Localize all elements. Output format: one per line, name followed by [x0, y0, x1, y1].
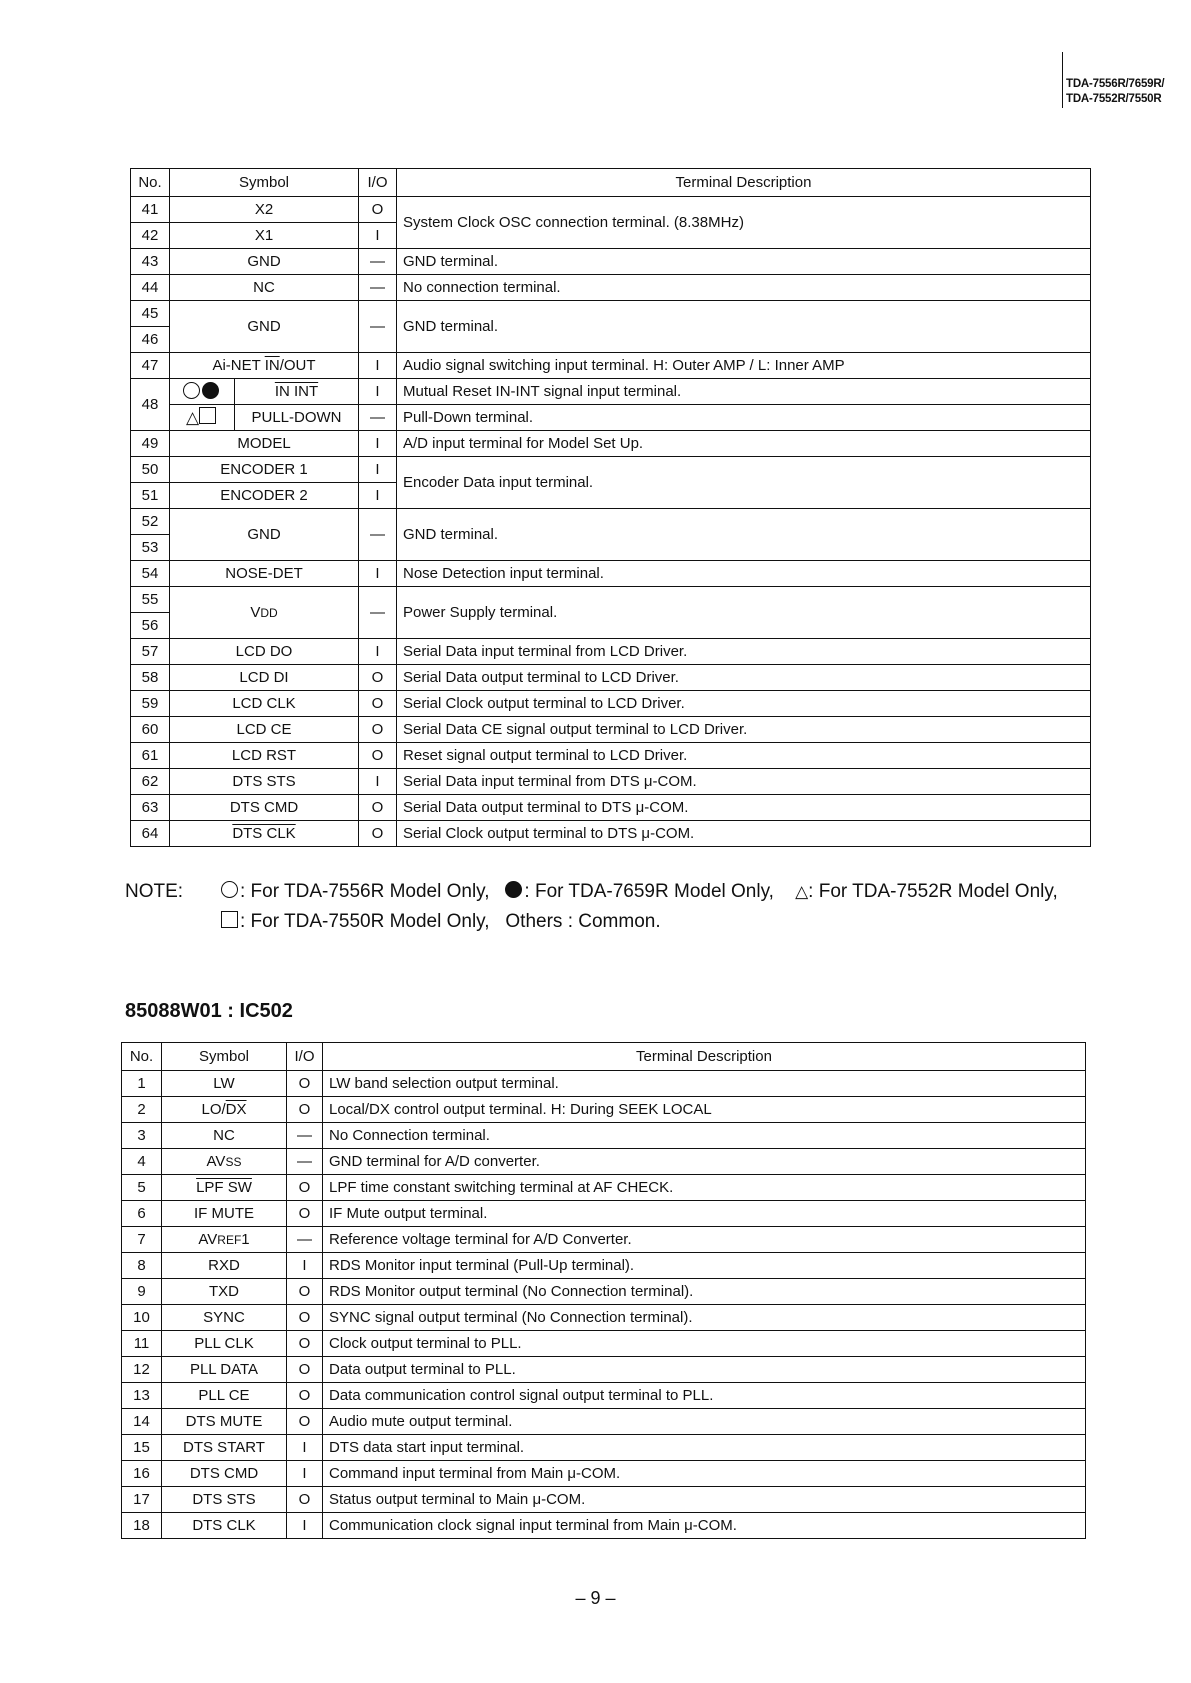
pin-desc: Command input terminal from Main μ-COM.: [323, 1461, 1086, 1487]
symbol-part: Ai-NET: [212, 357, 265, 374]
pin-io: O: [287, 1097, 323, 1123]
pin-symbol: LCD CE: [170, 717, 359, 743]
pin-symbol: [170, 353, 359, 379]
pin-no: 56: [131, 613, 170, 639]
table-header-row: [122, 1043, 1086, 1071]
pin-io: O: [359, 665, 397, 691]
pin-io: —: [359, 275, 397, 301]
note-item: Others : Common.: [505, 911, 661, 932]
table-row: [131, 665, 1091, 691]
header-io: I/O: [287, 1043, 323, 1071]
table-row: [122, 1461, 1086, 1487]
pin-symbol: X2: [170, 197, 359, 223]
pin-desc: Mutual Reset IN-INT signal input terminal.: [397, 379, 1091, 405]
symbol-part-overline: $\overline{DX}$: [225, 1101, 247, 1118]
table-row: [122, 1279, 1086, 1305]
pin-desc: Serial Data input terminal from LCD Driver.: [397, 639, 1091, 665]
square-icon: [199, 407, 216, 424]
table-row: [122, 1201, 1086, 1227]
pin-desc: GND terminal.: [397, 509, 1091, 561]
pin-desc: Power Supply terminal.: [397, 587, 1091, 639]
page-number: – 9 –: [575, 1588, 616, 1608]
pin-io: I: [359, 561, 397, 587]
pin-symbol: PLL CLK: [162, 1331, 287, 1357]
pin-symbol: NC: [170, 275, 359, 301]
note-item: : For TDA-7556R Model Only,: [240, 881, 490, 902]
pin-symbol: PULL-DOWN: [235, 405, 359, 431]
pin-symbol: X1: [170, 223, 359, 249]
table-row: [131, 353, 1091, 379]
pin-no: 13: [122, 1383, 162, 1409]
pin-desc: A/D input terminal for Model Set Up.: [397, 431, 1091, 457]
table-row: [122, 1175, 1086, 1201]
table-row: [131, 821, 1091, 847]
pin-no: 49: [131, 431, 170, 457]
pin-desc: No connection terminal.: [397, 275, 1091, 301]
pin-desc: RDS Monitor output terminal (No Connection terminal).: [323, 1279, 1086, 1305]
pin-desc: Pull-Down terminal.: [397, 405, 1091, 431]
pin-no: 43: [131, 249, 170, 275]
pin-no: 44: [131, 275, 170, 301]
open-circle-icon: [221, 881, 238, 898]
pin-symbol: DTS STS: [162, 1487, 287, 1513]
pin-symbol: LCD CLK: [170, 691, 359, 717]
pin-io: O: [359, 691, 397, 717]
triangle-icon: △: [185, 408, 200, 427]
pin-no: 48: [131, 379, 170, 431]
table-row: [131, 639, 1091, 665]
pin-no: 57: [131, 639, 170, 665]
pin-io: O: [287, 1487, 323, 1513]
pin-io: —: [287, 1123, 323, 1149]
pin-io: O: [359, 795, 397, 821]
pin-desc: RDS Monitor input terminal (Pull-Up terminal).: [323, 1253, 1086, 1279]
pin-table-2: [121, 1042, 1086, 1539]
model-marks-triangle-square: [170, 405, 235, 431]
table-row: [122, 1097, 1086, 1123]
pin-io: I: [359, 379, 397, 405]
header-desc: Terminal Description: [397, 169, 1091, 197]
pin-symbol: TXD: [162, 1279, 287, 1305]
symbol-part: AV: [198, 1231, 218, 1248]
pin-no: 14: [122, 1409, 162, 1435]
pin-no: 5: [122, 1175, 162, 1201]
pin-io: I: [359, 769, 397, 795]
table-row: [122, 1435, 1086, 1461]
pin-no: 45: [131, 301, 170, 327]
pin-desc: Serial Data CE signal output terminal to LCD Driver.: [397, 717, 1091, 743]
pin-no: 50: [131, 457, 170, 483]
pin-no: 61: [131, 743, 170, 769]
pin-no: 16: [122, 1461, 162, 1487]
pin-desc: Data communication control signal output terminal to PLL.: [323, 1383, 1086, 1409]
pin-no: 2: [122, 1097, 162, 1123]
pin-symbol: GND: [170, 301, 359, 353]
pin-io: O: [287, 1357, 323, 1383]
pin-no: 15: [122, 1435, 162, 1461]
pin-io: O: [287, 1409, 323, 1435]
symbol-part-overline: $\overline{IN}$: [264, 357, 280, 374]
pin-io: —: [359, 587, 397, 639]
pin-io: O: [287, 1175, 323, 1201]
pin-io: O: [287, 1201, 323, 1227]
pin-symbol: LW: [162, 1071, 287, 1097]
pin-no: 10: [122, 1305, 162, 1331]
pin-desc: Encoder Data input terminal.: [397, 457, 1091, 509]
pin-io: I: [359, 353, 397, 379]
pin-io: O: [287, 1071, 323, 1097]
pin-desc: Serial Data output terminal to LCD Driver.: [397, 665, 1091, 691]
pin-desc: Serial Clock output terminal to LCD Driver.: [397, 691, 1091, 717]
note-item: : For TDA-7550R Model Only,: [240, 911, 490, 932]
table-row: [131, 249, 1091, 275]
pin-symbol: DTS CLK: [162, 1513, 287, 1539]
pin-no: 60: [131, 717, 170, 743]
pin-io: I: [359, 431, 397, 457]
pin-io: —: [287, 1227, 323, 1253]
filled-circle-icon: [202, 382, 219, 399]
pin-io: O: [359, 743, 397, 769]
pin-symbol: PLL CE: [162, 1383, 287, 1409]
pin-no: 46: [131, 327, 170, 353]
pin-desc: Clock output terminal to PLL.: [323, 1331, 1086, 1357]
table-row: [131, 743, 1091, 769]
pin-symbol: ENCODER 1: [170, 457, 359, 483]
pin-no: 17: [122, 1487, 162, 1513]
pin-desc: Data output terminal to PLL.: [323, 1357, 1086, 1383]
pin-io: I: [359, 639, 397, 665]
table-row: [122, 1253, 1086, 1279]
pin-no: 7: [122, 1227, 162, 1253]
pin-no: 3: [122, 1123, 162, 1149]
pin-desc: IF Mute output terminal.: [323, 1201, 1086, 1227]
table-row: [131, 301, 1091, 327]
pin-desc: GND terminal for A/D converter.: [323, 1149, 1086, 1175]
symbol-part-small: SS: [225, 1155, 242, 1169]
pin-no: 8: [122, 1253, 162, 1279]
header-no: No.: [122, 1043, 162, 1071]
table-header-row: [131, 169, 1091, 197]
pin-no: 41: [131, 197, 170, 223]
pin-symbol: [162, 1097, 287, 1123]
model-header: [1062, 52, 1187, 108]
pin-desc: Communication clock signal input terminal from Main μ-COM.: [323, 1513, 1086, 1539]
pin-no: 62: [131, 769, 170, 795]
pin-symbol: DTS CLK: [170, 821, 359, 847]
pin-no: 63: [131, 795, 170, 821]
table-row: [122, 1071, 1086, 1097]
note-line-1: [125, 881, 1058, 903]
table-row: [131, 691, 1091, 717]
pin-symbol: DTS CMD: [162, 1461, 287, 1487]
model-marks-circle-dot: [170, 379, 235, 405]
pin-table-1: [130, 168, 1091, 847]
table-row: [122, 1513, 1086, 1539]
header-desc: Terminal Description: [323, 1043, 1086, 1071]
model-header-line1: TDA-7556R/7659R/: [1066, 78, 1165, 90]
triangle-icon: △: [795, 882, 809, 901]
table-row: [131, 795, 1091, 821]
table-row: [122, 1383, 1086, 1409]
table-row: [122, 1331, 1086, 1357]
header-symbol: Symbol: [170, 169, 359, 197]
symbol-part-small: DD: [260, 606, 278, 620]
table-row: [122, 1357, 1086, 1383]
pin-io: O: [359, 821, 397, 847]
table-row: [131, 717, 1091, 743]
pin-no: 58: [131, 665, 170, 691]
pin-desc: Audio mute output terminal.: [323, 1409, 1086, 1435]
pin-no: 47: [131, 353, 170, 379]
symbol-part: 1: [241, 1231, 250, 1248]
symbol-part-small: REF: [217, 1233, 242, 1247]
pin-symbol: IF MUTE: [162, 1201, 287, 1227]
pin-symbol: [162, 1227, 287, 1253]
pin-desc: Reset signal output terminal to LCD Driver.: [397, 743, 1091, 769]
pin-io: O: [287, 1331, 323, 1357]
pin-desc: Audio signal switching input terminal. H: Outer AMP / L: Inner AMP: [397, 353, 1091, 379]
pin-symbol: DTS START: [162, 1435, 287, 1461]
note-item: : For TDA-7552R Model Only,: [808, 881, 1058, 902]
pin-io: I: [287, 1435, 323, 1461]
pin-symbol: SYNC: [162, 1305, 287, 1331]
pin-no: 18: [122, 1513, 162, 1539]
pin-desc: Serial Data input terminal from DTS μ-COM.: [397, 769, 1091, 795]
table-row: [131, 275, 1091, 301]
section-title: 85088W01 : IC502: [125, 1000, 293, 1022]
pin-io: O: [287, 1383, 323, 1409]
note-label: NOTE:: [125, 881, 184, 902]
pin-desc: Status output terminal to Main μ-COM.: [323, 1487, 1086, 1513]
table-row: [122, 1305, 1086, 1331]
pin-io: O: [359, 717, 397, 743]
pin-symbol: PLL DATA: [162, 1357, 287, 1383]
table-row: [122, 1227, 1086, 1253]
pin-symbol: LCD DI: [170, 665, 359, 691]
pin-desc: Serial Clock output terminal to DTS μ-COM.: [397, 821, 1091, 847]
pin-no: 9: [122, 1279, 162, 1305]
pin-no: 1: [122, 1071, 162, 1097]
header-io: I/O: [359, 169, 397, 197]
pin-no: 6: [122, 1201, 162, 1227]
header-symbol: Symbol: [162, 1043, 287, 1071]
pin-no: 11: [122, 1331, 162, 1357]
pin-symbol: LCD RST: [170, 743, 359, 769]
pin-symbol: NC: [162, 1123, 287, 1149]
pin-symbol: LCD DO: [170, 639, 359, 665]
table-row: [131, 197, 1091, 223]
pin-symbol: ENCODER 2: [170, 483, 359, 509]
pin-symbol: DTS MUTE: [162, 1409, 287, 1435]
table-row: [131, 561, 1091, 587]
pin-symbol: [162, 1149, 287, 1175]
pin-no: 42: [131, 223, 170, 249]
pin-no: 12: [122, 1357, 162, 1383]
pin-symbol: NOSE-DET: [170, 561, 359, 587]
pin-io: —: [359, 249, 397, 275]
pin-symbol: IN INT: [235, 379, 359, 405]
pin-desc: LPF time constant switching terminal at AF CHECK.: [323, 1175, 1086, 1201]
pin-symbol: DTS CMD: [170, 795, 359, 821]
pin-symbol: [170, 587, 359, 639]
pin-desc: DTS data start input terminal.: [323, 1435, 1086, 1461]
table-row: [131, 379, 1091, 405]
table-row: [131, 769, 1091, 795]
table-row: [131, 431, 1091, 457]
pin-no: 53: [131, 535, 170, 561]
symbol-part: /OUT: [279, 357, 316, 374]
model-header-line2: TDA-7552R/7550R: [1066, 93, 1162, 105]
pin-io: I: [287, 1253, 323, 1279]
table-row: [122, 1149, 1086, 1175]
pin-io: I: [287, 1461, 323, 1487]
table-row: [131, 587, 1091, 613]
pin-no: 51: [131, 483, 170, 509]
pin-symbol: MODEL: [170, 431, 359, 457]
pin-desc: GND terminal.: [397, 249, 1091, 275]
pin-io: —: [359, 509, 397, 561]
table-row: [131, 457, 1091, 483]
pin-no: 64: [131, 821, 170, 847]
note-item: : For TDA-7659R Model Only,: [524, 881, 774, 902]
pin-desc: No Connection terminal.: [323, 1123, 1086, 1149]
pin-desc: SYNC signal output terminal (No Connection terminal).: [323, 1305, 1086, 1331]
square-icon: [221, 911, 238, 928]
table-row: [131, 405, 1091, 431]
pin-desc: Serial Data output terminal to DTS μ-COM.: [397, 795, 1091, 821]
pin-no: 4: [122, 1149, 162, 1175]
pin-desc: GND terminal.: [397, 301, 1091, 353]
pin-io: I: [359, 483, 397, 509]
table-row: [131, 509, 1091, 535]
filled-circle-icon: [505, 881, 522, 898]
pin-io: —: [359, 301, 397, 353]
pin-symbol: GND: [170, 509, 359, 561]
pin-symbol: LPF SW: [162, 1175, 287, 1201]
table-row: [122, 1123, 1086, 1149]
pin-io: O: [287, 1279, 323, 1305]
pin-io: I: [359, 457, 397, 483]
pin-symbol: GND: [170, 249, 359, 275]
pin-io: O: [287, 1305, 323, 1331]
header-no: No.: [131, 169, 170, 197]
table-row: [122, 1409, 1086, 1435]
pin-symbol: RXD: [162, 1253, 287, 1279]
table-row: [122, 1487, 1086, 1513]
symbol-part: LO/: [201, 1101, 226, 1118]
pin-desc: LW band selection output terminal.: [323, 1071, 1086, 1097]
symbol-part: AV: [206, 1153, 226, 1170]
pin-io: I: [287, 1513, 323, 1539]
pin-no: 52: [131, 509, 170, 535]
open-circle-icon: [183, 382, 200, 399]
pin-no: 55: [131, 587, 170, 613]
pin-desc: Local/DX control output terminal. H: During SEEK LOCAL: [323, 1097, 1086, 1123]
pin-io: —: [359, 405, 397, 431]
pin-no: 54: [131, 561, 170, 587]
pin-desc: Reference voltage terminal for A/D Converter.: [323, 1227, 1086, 1253]
note-line-2: [221, 911, 661, 933]
pin-no: 59: [131, 691, 170, 717]
pin-io: O: [359, 197, 397, 223]
symbol-part: V: [250, 604, 261, 621]
pin-io: I: [359, 223, 397, 249]
pin-desc: Nose Detection input terminal.: [397, 561, 1091, 587]
pin-io: —: [287, 1149, 323, 1175]
pin-symbol: DTS STS: [170, 769, 359, 795]
pin-desc: System Clock OSC connection terminal. (8.38MHz): [397, 197, 1091, 249]
